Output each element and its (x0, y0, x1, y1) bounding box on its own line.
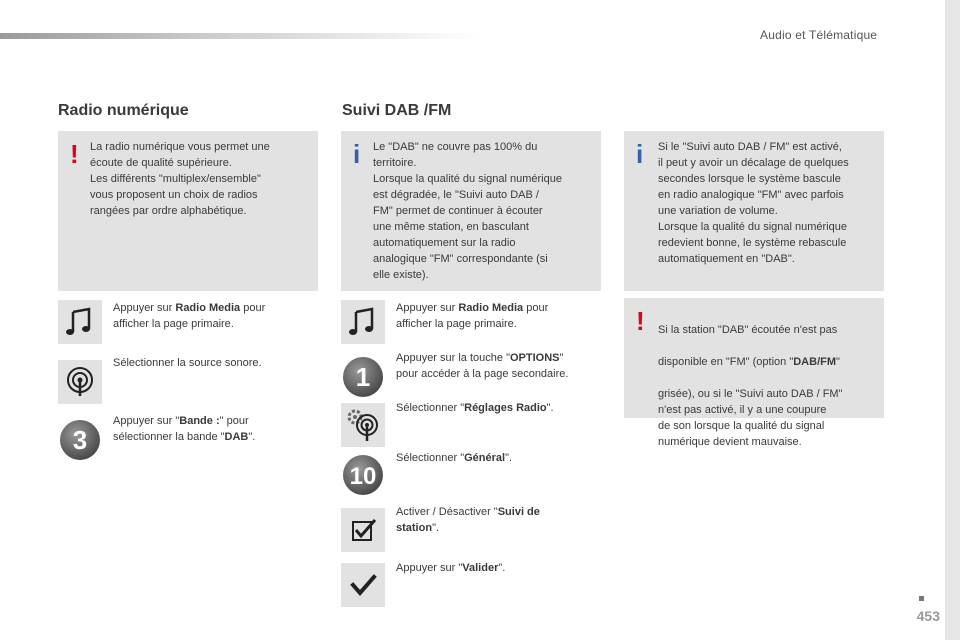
checkbox-icon (341, 508, 385, 552)
dab-info-text: Le "DAB" ne couvre pas 100% du territoire. Lorsque la qualité du signal numérique est dégradée, le "Suivi auto DAB / FM" permet de continuer à écouter une même station, en basculant automatiquement sur la radio analogique "FM" correspondante (si elle existe). (373, 141, 562, 281)
radio-source-icon (58, 360, 102, 404)
left-step-1: Appuyer sur Radio Media pour afficher la page primaire. (113, 302, 266, 330)
music-note-icon (341, 300, 385, 344)
svg-text:1: 1 (355, 362, 371, 392)
info-icon: i (636, 139, 644, 169)
step-number-3-icon (58, 418, 102, 462)
warning-text-rest: grisée), ou si le "Suivi auto DAB / FM" n'est pas activé, il y a une coupure de son lorsque la qualité du signal numérique devient mauvaise. (658, 388, 843, 448)
info-icon: i (353, 139, 361, 169)
section-title-suivi-dab-fm: Suivi DAB /FM (342, 102, 452, 119)
left-step-3: Appuyer sur "Bande :" pour sélectionner la bande "DAB". (113, 415, 256, 443)
svg-text:3: 3 (72, 425, 88, 455)
warning-text-dabfm: DAB/FM (793, 356, 837, 368)
suivi-info-text: Si le "Suivi auto DAB / FM" est activé, il peut y avoir un décalage de quelques secondes lorsque le système bascule en radio analogique "FM" avec parfois une variation de volume. Lorsque la qualité du signal numérique redevient bonne, le système rebascule automatiquement en "DAB". (658, 141, 849, 265)
suivi-info-box (624, 131, 884, 291)
warning-box (624, 298, 884, 448)
svg-text:10: 10 (349, 463, 377, 490)
radio-info-box (58, 131, 318, 291)
page-marker (919, 596, 924, 601)
music-note-icon (58, 300, 102, 344)
page-edge-bar (945, 0, 960, 640)
chapter-title: Audio et Télématique (760, 28, 878, 42)
step-number-10-icon (341, 453, 385, 497)
warning-icon: ! (70, 139, 79, 169)
header-gradient-bar (0, 33, 480, 39)
dab-info-box (341, 131, 601, 291)
warning-icon: ! (636, 306, 645, 336)
warning-text-line1: Si la station "DAB" écoutée n'est pas (658, 324, 838, 336)
radio-info-text: La radio numérique vous permet une écoute de qualité supérieure. Les différents "multiplex/ensemble" vous proposent un choix de radios rangées par ordre alphabétique. (90, 141, 270, 217)
mid-step-3: Sélectionner "Réglages Radio". (396, 402, 554, 414)
mid-step-1: Appuyer sur Radio Media pour afficher la page primaire. (396, 302, 549, 330)
warning-text-quote: " (836, 356, 840, 368)
mid-step-2: Appuyer sur la touche "OPTIONS" pour accéder à la page secondaire. (396, 352, 569, 380)
mid-step-4: Sélectionner "Général". (396, 452, 513, 464)
step-number-1-icon (341, 355, 385, 399)
mid-step-5: Activer / Désactiver "Suivi de station". (396, 506, 540, 534)
section-title-radio-numerique: Radio numérique (58, 102, 189, 119)
warning-text-line2: disponible en "FM" (option " (658, 356, 794, 368)
radio-settings-icon (341, 403, 385, 447)
page-number: 453 (916, 608, 940, 624)
mid-step-6: Appuyer sur "Valider". (396, 562, 506, 574)
check-icon (341, 563, 385, 607)
left-step-2: Sélectionner la source sonore. (113, 357, 262, 369)
